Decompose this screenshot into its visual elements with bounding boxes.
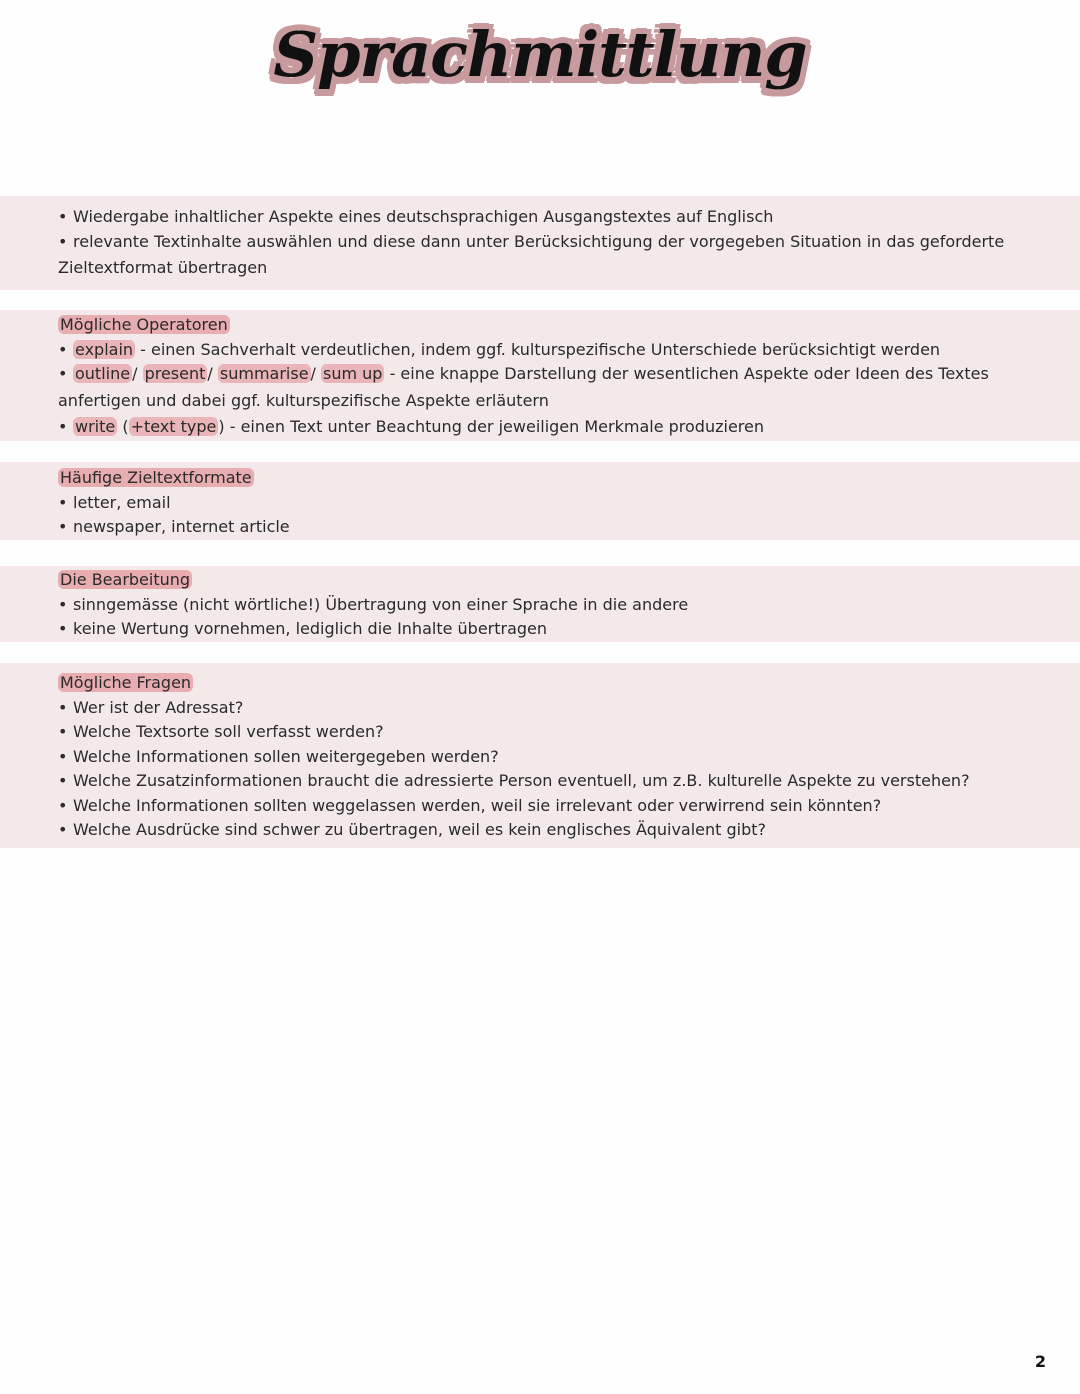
section-heading: Häufige Zieltextformate — [60, 468, 252, 487]
list-item: • Welche Informationen sollten weggelassen werden, weil sie irrelevant oder verwirrend sein könnten? — [58, 795, 882, 815]
list-item: • letter, email — [58, 492, 171, 512]
list-item: • sinngemässe (nicht wörtliche!) Übertragung von einer Sprache in die andere — [58, 594, 689, 614]
formats-section — [0, 462, 1080, 540]
list-item: • newspaper, internet article — [58, 517, 290, 536]
operator-term: explain — [75, 339, 134, 359]
list-item: • outline / present / summarise / sum up - eine knappe Darstellung der wesentlichen Aspekte oder Ideen des Textes — [58, 364, 989, 383]
list-item: • Welche Informationen sollen weitergegeben werden? — [58, 746, 499, 766]
list-item: • keine Wertung vornehmen, lediglich die Inhalte übertragen — [58, 619, 548, 638]
list-item: • Wer ist der Adressat? — [58, 697, 244, 717]
questions-section — [0, 663, 1080, 848]
operator-term: outline — [75, 364, 131, 383]
list-item-continuation: anfertigen und dabei ggf. kulturspezifische Aspekte erläutern — [58, 390, 549, 410]
operator-term: write — [75, 416, 116, 436]
list-item: • explain - einen Sachverhalt verdeutlichen, indem ggf. kulturspezifische Unterschiede berücksichtigt werden — [58, 339, 941, 359]
list-item: • Welche Textsorte soll verfasst werden? — [58, 722, 384, 741]
operator-term: summarise — [219, 364, 309, 383]
section-heading: Die Bearbeitung — [60, 570, 191, 589]
operator-term: present — [144, 364, 206, 383]
list-item: • write ( +text type ) - einen Text unter Beachtung der jeweiligen Merkmale produzieren — [58, 416, 764, 436]
list-item: • Wiedergabe inhaltlicher Aspekte eines deutschsprachigen Ausgangstextes auf Englisch — [58, 207, 774, 226]
list-item-continuation: Zieltextformat übertragen — [58, 258, 268, 277]
list-item: • Welche Zusatzinformationen braucht die adressierte Person eventuell, um z.B. kulturelle Aspekte zu verstehen? — [58, 771, 970, 790]
processing-section — [0, 566, 1080, 642]
section-heading: Mögliche Fragen — [60, 673, 192, 692]
page-title: Sprachmittlung — [273, 18, 807, 91]
list-item: • Welche Ausdrücke sind schwer zu übertragen, weil es kein englisches Äquivalent gibt? — [58, 820, 767, 839]
operators-section — [0, 310, 1080, 441]
intro-section — [0, 196, 1080, 290]
list-item: • relevante Textinhalte auswählen und diese dann unter Berücksichtigung der vorgegeben Situation in das geforderte — [58, 231, 1005, 251]
section-heading: Mögliche Operatoren — [60, 315, 228, 334]
operator-term: sum up — [323, 364, 383, 383]
page-number: 2 — [1034, 1352, 1046, 1371]
